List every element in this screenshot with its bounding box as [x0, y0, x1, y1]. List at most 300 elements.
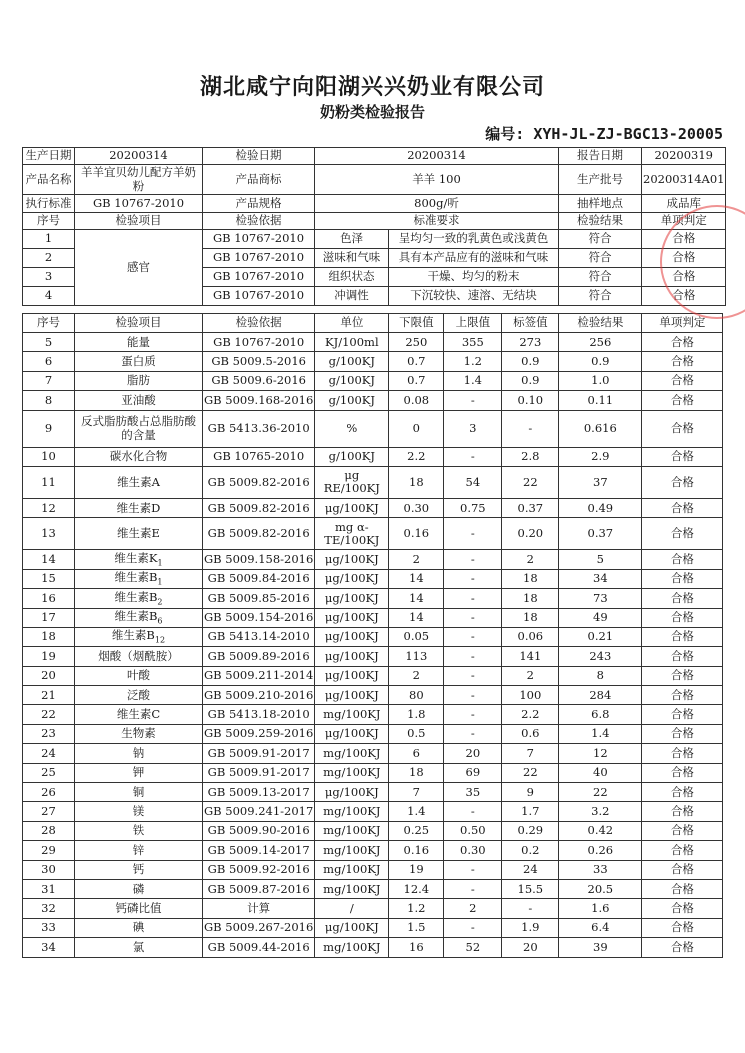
table-row — [23, 899, 723, 918]
verdict-cell — [642, 879, 723, 898]
basis-cell — [203, 724, 315, 743]
sensory-no: 1 — [23, 230, 75, 249]
result: 6.4 — [591, 920, 610, 935]
lower-limit: 6 — [412, 745, 420, 760]
lower-limit: 0.7 — [407, 373, 426, 388]
label-value: 0.20 — [517, 526, 544, 541]
lower-limit-cell — [389, 899, 444, 918]
row-number: 21 — [41, 687, 56, 702]
lower-limit-cell — [389, 821, 444, 840]
verdict-cell — [642, 498, 723, 517]
verdict-cell — [642, 608, 723, 627]
basis: GB 5009.82-2016 — [207, 500, 310, 515]
item-name-cell — [75, 410, 203, 447]
upper-limit: - — [470, 551, 475, 566]
upper-limit: 20 — [465, 745, 481, 760]
table-row — [23, 705, 723, 724]
unit-cell — [315, 899, 389, 918]
upper-limit-cell — [444, 466, 502, 498]
basis-cell — [203, 666, 315, 685]
table-row — [23, 410, 723, 447]
item-name-cell — [75, 518, 203, 550]
unit: g/100KJ — [328, 353, 376, 368]
basis-cell — [203, 841, 315, 860]
label-value-cell — [502, 466, 559, 498]
batch-label: 生产批号 — [559, 165, 642, 195]
result-cell — [559, 705, 642, 724]
upper-limit: - — [470, 392, 475, 407]
item-name: 锌 — [132, 842, 145, 857]
table-row — [23, 608, 723, 627]
result: 284 — [589, 687, 612, 702]
unit-cell — [315, 647, 389, 666]
sensory-group-label: 感官 — [75, 230, 203, 306]
subscript: 6 — [157, 616, 163, 626]
lower-limit-cell — [389, 550, 444, 569]
result-cell — [559, 744, 642, 763]
row-number: 27 — [41, 804, 56, 818]
result: 1.0 — [591, 373, 610, 388]
unit-cell — [315, 783, 389, 802]
unit: μg/100KJ — [324, 648, 379, 663]
nutrient-table — [22, 313, 723, 958]
label-value-cell — [502, 724, 559, 743]
lower-limit-cell — [389, 763, 444, 782]
result-cell — [559, 821, 642, 840]
row-number-cell — [23, 391, 75, 410]
upper-limit: - — [470, 881, 475, 896]
sensory-verdict: 合格 — [642, 287, 726, 306]
item-name-cell — [75, 802, 203, 821]
table-row — [23, 860, 723, 879]
unit: / — [349, 900, 354, 915]
upper-limit-cell — [444, 763, 502, 782]
row-number: 16 — [41, 590, 56, 605]
result: 0.26 — [587, 842, 614, 857]
verdict: 合格 — [670, 687, 694, 702]
label-value: 22 — [523, 474, 538, 489]
upper-limit-cell — [444, 627, 502, 646]
unit: μg/100KJ — [324, 920, 379, 935]
unit-cell — [315, 569, 389, 588]
upper-limit-cell — [444, 550, 502, 569]
unit-cell — [315, 333, 389, 352]
verdict-cell — [642, 666, 723, 685]
label-value: 0.9 — [521, 373, 540, 388]
unit: μg/100KJ — [324, 590, 379, 605]
row-number: 29 — [41, 842, 56, 857]
label-value: 100 — [519, 687, 542, 702]
lower-limit: 1.4 — [407, 804, 426, 818]
upper-limit-cell — [444, 841, 502, 860]
lower-limit: 1.5 — [407, 920, 426, 935]
upper-limit: - — [470, 648, 475, 663]
upper-limit: - — [470, 920, 475, 935]
basis-cell — [203, 466, 315, 498]
label-value-cell — [502, 899, 559, 918]
verdict-cell — [642, 391, 723, 410]
item-name-cell — [75, 724, 203, 743]
upper-limit: 1.4 — [463, 373, 482, 388]
item-name: 磷 — [132, 881, 145, 896]
result: 0.11 — [587, 392, 614, 407]
lower-limit: 18 — [409, 765, 424, 780]
unit: μg/100KJ — [324, 571, 379, 586]
lower-limit-cell — [389, 705, 444, 724]
verdict: 合格 — [670, 373, 694, 388]
verdict-cell — [642, 918, 723, 937]
row-number: 26 — [41, 784, 56, 799]
item-name-cell — [75, 447, 203, 466]
result-cell — [559, 466, 642, 498]
standard-label: 执行标准 — [23, 195, 75, 213]
report-title: 奶粉类检验报告 — [319, 103, 425, 121]
sensory-verdict: 合格 — [642, 230, 726, 249]
basis-cell — [203, 802, 315, 821]
unit-cell — [315, 666, 389, 685]
upper-limit-cell — [444, 589, 502, 608]
unit: μg/100KJ — [324, 551, 379, 566]
item-name-cell — [75, 841, 203, 860]
lower-limit-cell — [389, 627, 444, 646]
row-number-cell — [23, 371, 75, 390]
result: 0.49 — [587, 500, 614, 515]
unit-cell — [315, 705, 389, 724]
table-row — [23, 550, 723, 569]
row-number: 11 — [41, 474, 56, 489]
verdict: 合格 — [670, 862, 694, 877]
unit: g/100KJ — [328, 373, 376, 388]
unit: μg/100KJ — [324, 629, 379, 644]
label-value: 0.2 — [521, 842, 540, 857]
lower-limit: 18 — [409, 474, 424, 489]
label-value: 18 — [523, 610, 538, 625]
upper-limit-cell — [444, 518, 502, 550]
lower-limit: 14 — [409, 571, 424, 586]
item-name: 钙磷比值 — [115, 900, 162, 915]
header-result: 检验结果 — [559, 314, 642, 333]
lower-limit-cell — [389, 686, 444, 705]
subscript: 12 — [154, 635, 166, 645]
lower-limit-cell — [389, 391, 444, 410]
row-number-cell — [23, 352, 75, 371]
lower-limit: 0.08 — [403, 392, 430, 407]
sensory-no: 4 — [23, 287, 75, 306]
lower-limit-cell — [389, 498, 444, 517]
basis-cell — [203, 498, 315, 517]
row-number: 23 — [41, 726, 56, 741]
basis-cell — [203, 783, 315, 802]
label-value-cell — [502, 627, 559, 646]
basis: GB 5009.87-2016 — [207, 881, 310, 896]
row-number-cell — [23, 783, 75, 802]
label-value: 0.6 — [521, 726, 540, 741]
table-row — [23, 447, 723, 466]
report-date-label: 报告日期 — [559, 148, 642, 165]
upper-limit: 0.50 — [460, 823, 486, 838]
result-cell — [559, 518, 642, 550]
basis: GB 5009.267-2016 — [204, 920, 314, 935]
lower-limit: 16 — [409, 939, 424, 954]
basis: GB 5009.259-2016 — [204, 726, 314, 741]
basis-cell — [203, 627, 315, 646]
result: 37 — [593, 474, 608, 489]
row-number-cell — [23, 841, 75, 860]
inspection-date-value: 20200314 — [315, 148, 559, 165]
item-name: 氯 — [132, 939, 145, 954]
result: 0.9 — [591, 353, 610, 368]
unit: μg/100KJ — [324, 668, 379, 683]
verdict-cell — [642, 333, 723, 352]
upper-limit-cell — [444, 569, 502, 588]
verdict: 合格 — [670, 900, 694, 915]
row-number: 33 — [41, 920, 56, 935]
upper-limit-cell — [444, 783, 502, 802]
basis: GB 5009.241-2017 — [204, 804, 314, 818]
row-number: 25 — [41, 765, 56, 780]
verdict-cell — [642, 686, 723, 705]
item-name: 钙 — [132, 862, 145, 877]
label-value-cell — [502, 647, 559, 666]
verdict-cell — [642, 447, 723, 466]
unit-cell — [315, 686, 389, 705]
item-name: 叶酸 — [127, 668, 150, 683]
unit-cell — [315, 860, 389, 879]
lower-limit: 0.5 — [407, 726, 426, 741]
lower-limit-cell — [389, 879, 444, 898]
sensory-result: 符合 — [559, 230, 642, 249]
label-value: 273 — [519, 334, 542, 349]
item-name: 能量 — [127, 334, 150, 349]
verdict-cell — [642, 821, 723, 840]
sensory-attribute: 滋味和气味 — [315, 249, 389, 268]
verdict: 合格 — [670, 881, 694, 896]
upper-limit-cell — [444, 333, 502, 352]
sampling-label: 抽样地点 — [559, 195, 642, 213]
lower-limit: 0 — [412, 420, 420, 435]
table-row — [23, 352, 723, 371]
unit-cell — [315, 447, 389, 466]
basis-cell — [203, 371, 315, 390]
basis: GB 5009.89-2016 — [207, 648, 310, 663]
lower-limit-cell — [389, 518, 444, 550]
info-table — [22, 147, 726, 306]
table-row — [23, 724, 723, 743]
basis-cell — [203, 821, 315, 840]
verdict-cell — [642, 763, 723, 782]
item-name: 镁 — [132, 804, 145, 818]
result: 0.616 — [583, 420, 617, 435]
unit-cell — [315, 550, 389, 569]
basis: GB 5009.91-2017 — [207, 765, 310, 780]
result: 49 — [593, 610, 608, 625]
unit-cell — [315, 763, 389, 782]
table-row — [23, 744, 723, 763]
item-name-cell — [75, 918, 203, 937]
sensory-no: 2 — [23, 249, 75, 268]
item-name-cell — [75, 686, 203, 705]
item-name-cell — [75, 938, 203, 957]
table-row — [23, 666, 723, 685]
sensory-result: 符合 — [559, 249, 642, 268]
upper-limit: 2 — [469, 900, 477, 915]
result-cell — [559, 686, 642, 705]
lower-limit: 19 — [409, 862, 424, 877]
basis-cell — [203, 569, 315, 588]
row-number-cell — [23, 899, 75, 918]
lower-limit-cell — [389, 841, 444, 860]
table-row — [23, 498, 723, 517]
table-row — [23, 333, 723, 352]
verdict: 合格 — [670, 526, 694, 541]
item-name: 铁 — [132, 823, 145, 838]
upper-limit-cell — [444, 352, 502, 371]
row-number: 8 — [44, 392, 53, 407]
lower-limit-cell — [389, 938, 444, 957]
result: 33 — [593, 862, 608, 877]
label-value-cell — [502, 666, 559, 685]
verdict: 合格 — [670, 668, 694, 683]
basis: GB 5413.14-2010 — [207, 629, 310, 644]
lower-limit: 2 — [412, 668, 420, 683]
item-name-cell — [75, 550, 203, 569]
basis-cell — [203, 918, 315, 937]
header-verdict: 单项判定 — [642, 314, 723, 333]
lower-limit: 0.7 — [407, 353, 426, 368]
lower-limit-cell — [389, 724, 444, 743]
label-value: 1.9 — [521, 920, 540, 935]
table-row — [23, 821, 723, 840]
verdict: 合格 — [670, 842, 694, 857]
lower-limit: 1.2 — [407, 900, 426, 915]
unit-cell — [315, 608, 389, 627]
table-row — [23, 783, 723, 802]
sensory-no: 3 — [23, 268, 75, 287]
result-cell — [559, 608, 642, 627]
result: 1.4 — [591, 726, 610, 741]
upper-limit-cell — [444, 608, 502, 627]
row-number-cell — [23, 447, 75, 466]
sensory-result: 符合 — [559, 287, 642, 306]
result: 2.9 — [591, 449, 610, 464]
product-name-value: 羊羊宜贝幼儿配方羊奶粉 — [75, 165, 203, 195]
label-value-cell — [502, 938, 559, 957]
sensory-basis: GB 10767-2010 — [203, 230, 315, 249]
label-value: 1.7 — [521, 804, 540, 818]
verdict: 合格 — [670, 648, 694, 663]
lower-limit: 12.4 — [403, 881, 430, 896]
result-cell — [559, 371, 642, 390]
lower-limit-cell — [389, 802, 444, 821]
label-value: 15.5 — [517, 881, 544, 896]
verdict: 合格 — [670, 590, 694, 605]
item-name-cell — [75, 589, 203, 608]
sensory-header-verdict: 单项判定 — [642, 213, 726, 230]
row-number: 15 — [41, 571, 56, 586]
row-number-cell — [23, 466, 75, 498]
row-number-cell — [23, 647, 75, 666]
row-number-cell — [23, 821, 75, 840]
basis-cell — [203, 447, 315, 466]
label-value-cell — [502, 841, 559, 860]
lower-limit: 1.8 — [407, 707, 426, 722]
row-number-cell — [23, 860, 75, 879]
unit-cell — [315, 391, 389, 410]
lower-limit-cell — [389, 647, 444, 666]
basis-cell — [203, 608, 315, 627]
result: 34 — [593, 571, 608, 586]
item-name-cell — [75, 391, 203, 410]
result-cell — [559, 666, 642, 685]
upper-limit: 35 — [465, 784, 481, 799]
row-number: 10 — [41, 449, 56, 464]
row-number: 20 — [41, 668, 56, 683]
basis-cell — [203, 589, 315, 608]
sensory-header-no: 序号 — [23, 213, 75, 230]
item-name: 维生素B — [111, 628, 155, 643]
unit: mg/100KJ — [323, 804, 381, 818]
label-value-cell — [502, 550, 559, 569]
verdict: 合格 — [670, 500, 694, 515]
basis: GB 5009.44-2016 — [207, 939, 310, 954]
row-number-cell — [23, 879, 75, 898]
label-value: 20 — [523, 939, 538, 954]
item-name-cell — [75, 899, 203, 918]
lower-limit-cell — [389, 608, 444, 627]
unit-cell — [315, 724, 389, 743]
row-number: 28 — [41, 823, 56, 838]
result: 39 — [593, 939, 608, 954]
result-cell — [559, 879, 642, 898]
result-cell — [559, 352, 642, 371]
unit-cell — [315, 918, 389, 937]
sensory-result: 符合 — [559, 268, 642, 287]
lower-limit: 80 — [409, 687, 424, 702]
result: 3.2 — [591, 804, 610, 818]
result-cell — [559, 783, 642, 802]
item-name: 维生素K — [114, 550, 158, 565]
basis: GB 10765-2010 — [213, 449, 305, 464]
verdict-cell — [642, 371, 723, 390]
header-basis: 检验依据 — [203, 314, 315, 333]
item-name: 碳水化合物 — [109, 449, 168, 464]
basis-cell — [203, 550, 315, 569]
unit: mg/100KJ — [323, 842, 381, 857]
table-row — [23, 879, 723, 898]
upper-limit-cell — [444, 899, 502, 918]
table-row — [23, 841, 723, 860]
lower-limit-cell — [389, 918, 444, 937]
item-name: 维生素B — [114, 608, 158, 623]
row-number: 18 — [41, 629, 56, 644]
basis: GB 5009.6-2016 — [211, 373, 306, 388]
label-value: - — [528, 900, 533, 915]
row-number-cell — [23, 724, 75, 743]
table-row — [23, 686, 723, 705]
result-cell — [559, 333, 642, 352]
item-name-cell — [75, 627, 203, 646]
unit: μg/100KJ — [324, 726, 379, 741]
unit: μg/100KJ — [324, 784, 379, 799]
result: 12 — [593, 745, 608, 760]
sensory-verdict: 合格 — [642, 268, 726, 287]
header-item: 检验项目 — [75, 314, 203, 333]
label-value: 2.2 — [521, 707, 540, 722]
lower-limit-cell — [389, 371, 444, 390]
row-number-cell — [23, 498, 75, 517]
label-value-cell — [502, 589, 559, 608]
item-name-cell — [75, 466, 203, 498]
